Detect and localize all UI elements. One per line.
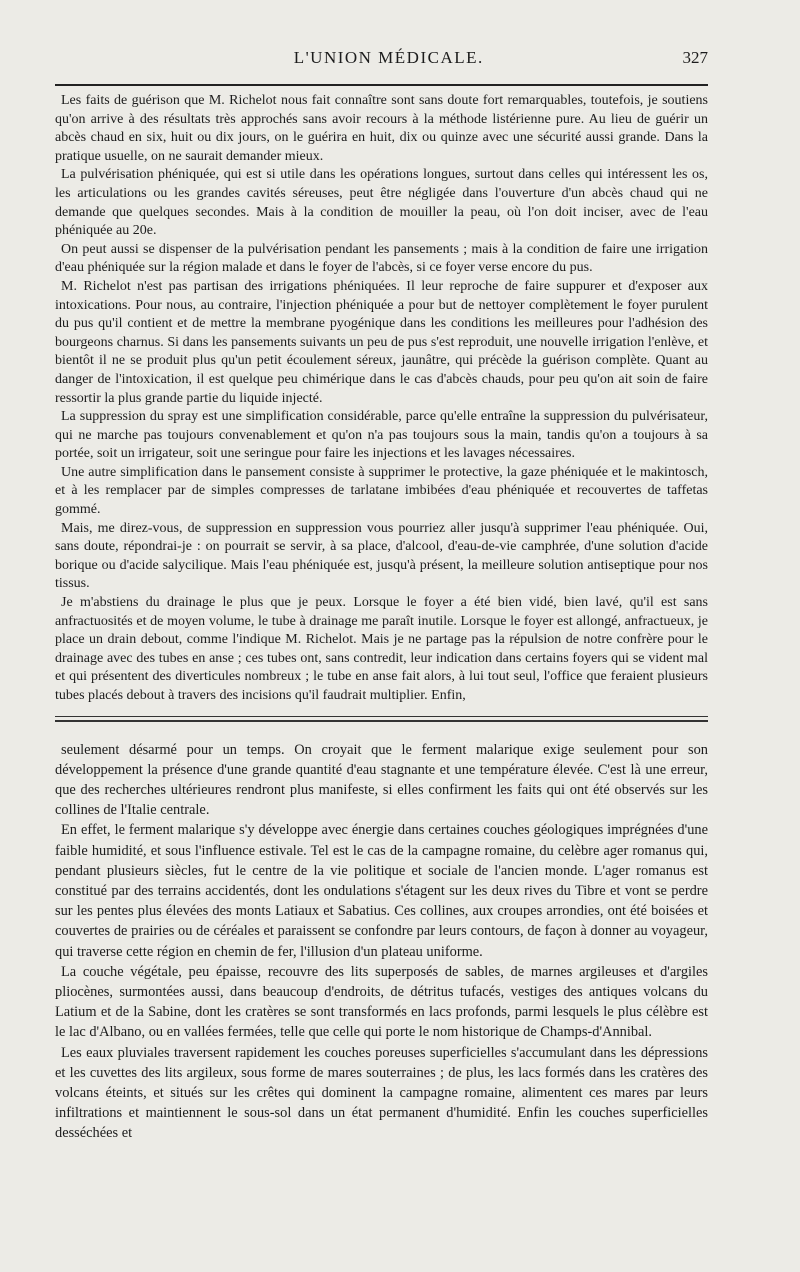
page-number: 327 [682, 48, 708, 67]
paragraph: Mais, me direz-vous, de suppression en suppression vous pourriez aller jusqu'à supprimer l'eau phéniquée. Oui, sans doute, répondrai-je : on pourrait se servir, à sa place, d'alcool, d'eau-de-vie camphrée, d'une solution d'acide borique ou d'acide salycilique. Mais l'eau phéniquée est, jusqu'à présent, la meilleure solution antiseptique pour nos tissus. [55, 520, 708, 592]
paragraph: La couche végétale, peu épaisse, recouvre des lits superposés de sables, de marnes argileuses et d'argiles pliocènes, surmontées aussi, dans beaucoup d'endroits, de détritus tufacés, vestiges des antiques volcans du Latium et de la Sabine, dont les cratères se sont transformés en lacs profonds, parmi lesquels le plus célèbre est le lac d'Albano, ou en vallées fermées, telle que celle qui porte le nom historique de Champs-d'Annibal. [55, 963, 708, 1041]
section-divider [55, 716, 708, 722]
paragraph: M. Richelot n'est pas partisan des irrigations phéniquées. Il leur reproche de faire suppurer et d'exposer aux intoxications. Pour nous, au contraire, l'injection phéniquée a pour but de nettoyer complètement le foyer purulent du pus qu'il contient et de mettre la membrane pyogénique dans les conditions les meilleures pour l'adhésion des bourgeons charnus. Si dans les pansements suivants un peu de pus s'est reproduit, une nouvelle irrigation l'enlève, et bientôt il ne se produit plus qu'un petit écoulement séreux, jaunâtre, qui précède la guérison complète. Quant au danger de l'intoxication, il est quelque peu chimérique dans le cas d'abcès chauds, pour peu qu'on ait soin de faire ressortir la plus grande partie du liquide injecté. [55, 278, 708, 406]
paragraph: La pulvérisation phéniquée, qui est si utile dans les opérations longues, surtout dans celles qui intéressent les os, les articulations ou les grandes cavités séreuses, peut être négligée dans l'ouverture d'un abcès chaud qui ne demande que quelques secondes. Mais à la condition de mouiller la peau, où l'on doit inciser, avec de l'eau phéniquée au 20e. [55, 167, 708, 239]
paragraph: Je m'abstiens du drainage le plus que je peux. Lorsque le foyer a été bien vidé, bien lavé, qu'il est sans anfractuosités et de moyen volume, le tube à drainage me paraît inutile. Lorsque le foyer est allongé, anfractueux, je place un drain debout, comme l'indique M. Richelot. Mais je ne partage pas la répulsion de notre confrère pour le drainage avec des tubes en anse ; ces tubes ont, sans contredit, leur indication dans certains foyers qui se vident mal et qui présentent des diverticules nombreux ; le tube en anse fait alors, à lui tout seul, l'office que feraient plusieurs tubes placés debout à travers des incisions qu'il faudrait multiplier. Enfin, [55, 595, 708, 703]
paragraph: On peut aussi se dispenser de la pulvérisation pendant les pansements ; mais à la condition de faire une irrigation d'eau phéniquée sur la région malade et dans le foyer de l'abcès, si ce foyer verse encore du pus. [55, 241, 708, 276]
paragraph: La suppression du spray est une simplification considérable, parce qu'elle entraîne la suppression du pulvérisateur, qui ne marche pas toujours convenablement et qu'on n'a pas toujours sous la main, tandis qu'on a toujours à sa portée, soit un irrigateur, soit une seringue pour faire les injections et les lavages nécessaires. [55, 409, 708, 462]
paragraph: Les eaux pluviales traversent rapidement les couches poreuses superficielles s'accumulant dans les dépressions et les cuvettes des lits argileux, sous forme de mares souterraines ; de plus, les lacs formés dans les cratères des volcans éteints, et situés sur les crêtes qui dominent la campagne romaine, alimentent ces mares par leurs infiltrations et maintiennent le sous-sol dans un état permanent d'humidité. Enfin les couches superficielles desséchées et [55, 1044, 708, 1142]
upper-article [55, 92, 708, 706]
header-rule [55, 84, 708, 86]
running-title: L'UNION MÉDICALE. [293, 48, 484, 67]
lower-article [55, 740, 708, 1144]
paragraph: Les faits de guérison que M. Richelot nous fait connaître sont sans doute fort remarquables, toutefois, je soutiens qu'on arrive à des résultats très approchés sans avoir recours à la méthode listérienne pure. Au lieu de guérir un abcès chaud en six, huit ou dix jours, on le guérira en huit, dix ou quinze avec une sécurité aussi grande. Dans la pratique usuelle, on ne saurait demander mieux. [55, 93, 708, 164]
paragraph: seulement désarmé pour un temps. On croyait que le ferment malarique exige seulement pour son développement la présence d'une grande quantité d'eau stagnante et une température élevée. C'est là une erreur, que des recherches ultérieures rendront plus manifeste, si elles confirment les faits qui ont été observés sur les collines de l'Italie centrale. [55, 741, 708, 819]
paragraph: Une autre simplification dans le pansement consiste à supprimer le protective, la gaze phéniquée et le makintosch, et à les remplacer par de simples compresses de tarlatane imbibées d'eau phéniquée et recouvertes de taffetas gommé. [55, 464, 708, 518]
paragraph: En effet, le ferment malarique s'y développe avec énergie dans certaines couches géologiques imprégnées d'une faible humidité, et sous l'influence estivale. Tel est le cas de la campagne romaine, du celèbre ager romanus qui, pendant plusieurs siècles, fut le centre de la vie politique et sociale de l'ancien monde. L'ager romanus est constitué par des terrains accidentés, dont les ondulations s'étagent sur les deux rives du Tibre et vont se perdre sur les pentes plus élevées des monts Latiaux et Sabatius. Ces collines, aux croupes arrondies, ont été boisées et couvertes de prairies ou de céréales et paraissent se confondre par leurs contours, de façon à donner au voyageur, qui traverse cette région en chemin de fer, l'illusion d'un plateau uniforme. [55, 822, 708, 960]
page-header [55, 48, 708, 74]
